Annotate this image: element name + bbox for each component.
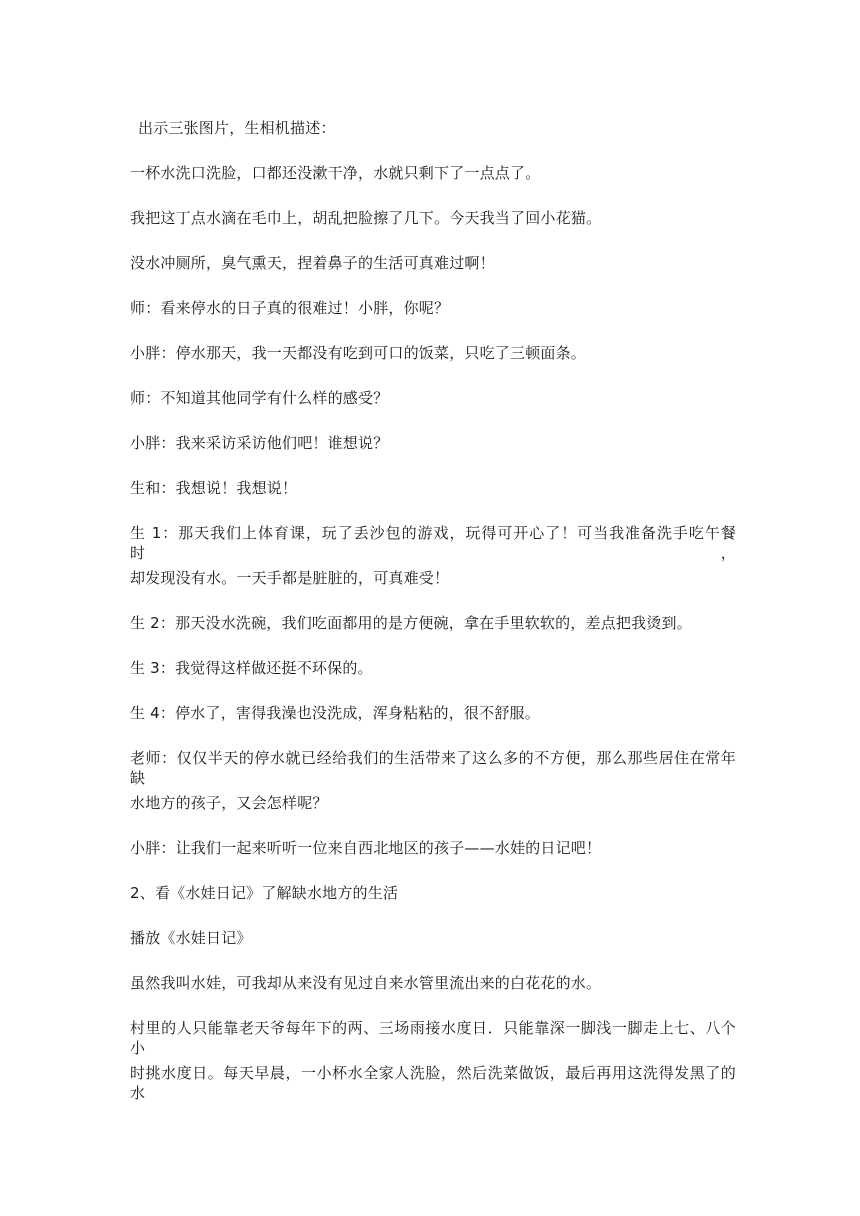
paragraph-line: 播放《水娃日记》 xyxy=(130,929,252,947)
paragraph-line: 生 2：那天没水洗碗，我们吃面都用的是方便碗，拿在手里软软的，差点把我烫到。 xyxy=(130,614,692,632)
section-heading: 2、看《水娃日记》了解缺水地方的生活 xyxy=(130,884,399,902)
paragraph-line: 师：看来停水的日子真的很难过！小胖，你呢？ xyxy=(130,299,450,317)
paragraph-line: 虽然我叫水娃，可我却从来没有见过自来水管里流出来的白花花的水。 xyxy=(130,974,602,992)
paragraph-line: 生 4：停水了，害得我澡也没洗成，浑身粘粘的，很不舒服。 xyxy=(130,704,540,722)
paragraph-line: 村里的人只能靠老天爷每年下的两、三场雨接水度日．只能靠深一脚浅一脚走上七、八个小 xyxy=(130,1019,736,1057)
paragraph-line: 生和：我想说！我想说！ xyxy=(130,479,298,497)
paragraph-line: 小胖：停水那天，我一天都没有吃到可口的饭菜，只吃了三顿面条。 xyxy=(130,344,587,362)
paragraph-line: 小胖：我来采访采访他们吧！谁想说？ xyxy=(130,434,389,452)
paragraph-line: 老师：仅仅半天的停水就已经给我们的生活带来了这么多的不方便，那么那些居住在常年缺 xyxy=(130,749,736,787)
paragraph-line: 时挑水度日。每天早晨，一小杯水全家人洗脸，然后洗菜做饭，最后再用这洗得发黑了的水 xyxy=(130,1064,736,1102)
paragraph-line: 我把这丁点水滴在毛巾上，胡乱把脸擦了几下。今天我当了回小花猫。 xyxy=(130,209,602,227)
paragraph-line: 没水冲厕所，臭气熏天，捏着鼻子的生活可真难过啊！ xyxy=(130,254,495,272)
paragraph-line: 却发现没有水。一天手都是脏脏的，可真难受！ xyxy=(130,569,450,587)
paragraph-line: 师：不知道其他同学有什么样的感受？ xyxy=(130,389,389,407)
paragraph-line: 出示三张图片，生相机描述： xyxy=(138,119,336,137)
paragraph-line: 生 3：我觉得这样做还挺不环保的。 xyxy=(130,659,373,677)
paragraph-line: 一杯水洗口洗脸，口都还没漱干净，水就只剩下了一点点了。 xyxy=(130,164,541,182)
paragraph-line: 水地方的孩子，又会怎样呢？ xyxy=(130,794,328,812)
paragraph-line: 生 1：那天我们上体育课，玩了丢沙包的游戏，玩得可开心了！可当我准备洗手吃午餐时， xyxy=(130,524,736,562)
paragraph-line: 小胖：让我们一起来听听一位来自西北地区的孩子——水娃的日记吧！ xyxy=(130,839,602,857)
